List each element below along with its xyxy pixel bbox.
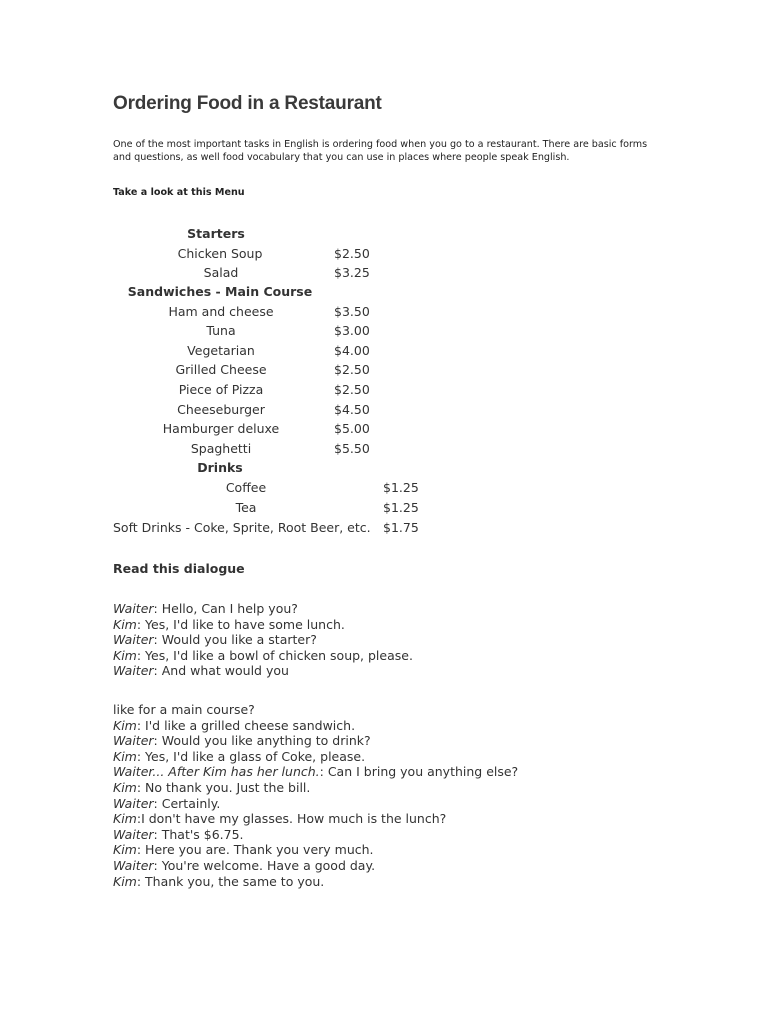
dialogue-text: : Yes, I'd like a bowl of chicken soup, please.	[136, 647, 413, 663]
menu-item-price: $5.50	[334, 441, 370, 456]
dialogue-line	[113, 858, 518, 874]
speaker-name: Kim	[113, 717, 137, 733]
dialogue-line	[113, 601, 413, 617]
dialogue-text: : That's $6.75.	[153, 826, 244, 842]
speaker-name: Waiter	[113, 632, 154, 648]
menu-item-price: $1.25	[383, 480, 419, 495]
menu-item-price: $2.50	[334, 362, 370, 377]
dialogue-text: : And what would you	[153, 663, 289, 679]
menu-item-price: $3.50	[334, 304, 370, 319]
dialogue-line	[113, 780, 518, 796]
dialogue-text: : Hello, Can I help you?	[153, 601, 298, 616]
dialogue-block	[113, 601, 413, 679]
dialogue-text: like for a main course?	[113, 702, 255, 717]
dialogue-text: :I don't have my glasses. How much is the lunch?	[136, 811, 447, 827]
dialogue-line	[113, 874, 518, 890]
speaker-name: Kim	[113, 842, 137, 858]
speaker-name: Waiter	[113, 601, 154, 616]
menu-item-price: $1.25	[383, 500, 419, 515]
intro-paragraph: One of the most important tasks in English is ordering food when you go to a restaurant. There are basic forms and questions, as well food vocabulary that you can use in places where people speak English.	[113, 139, 648, 163]
dialogue-line	[113, 718, 518, 734]
menu-item-name: Salad	[203, 265, 239, 280]
speaker-name: Kim	[113, 616, 137, 632]
menu-item-name: Hamburger deluxe	[162, 421, 280, 436]
dialogue-line	[113, 617, 413, 633]
dialogue-text: : Can I bring you anything else?	[319, 764, 519, 780]
menu-item-name: Coffee	[225, 480, 267, 495]
menu-item-name: Ham and cheese	[168, 304, 274, 319]
menu-item-name: Chicken Soup	[177, 246, 263, 261]
menu-item-name: Grilled Cheese	[175, 362, 267, 377]
menu-item-name: Spaghetti	[190, 441, 252, 456]
menu-item-price: $1.75	[383, 520, 419, 535]
menu-item-name: Vegetarian	[187, 343, 255, 358]
dialogue-block	[113, 702, 518, 889]
menu-item-price: $3.00	[334, 323, 370, 338]
speaker-name: Waiter	[113, 663, 154, 679]
menu-heading: Take a look at this Menu	[113, 187, 245, 198]
dialogue-text: : I'd like a grilled cheese sandwich.	[136, 717, 356, 733]
speaker-name: Waiter... After Kim has her lunch.	[113, 764, 320, 780]
menu-item-name: Soft Drinks - Coke, Sprite, Root Beer, etc.	[113, 520, 371, 535]
menu-item-name: Cheeseburger	[177, 402, 265, 417]
dialogue-text: : Certainly.	[153, 795, 221, 811]
menu-item-price: $5.00	[334, 421, 370, 436]
menu-item-name: Tea	[235, 500, 257, 515]
dialogue-text: : No thank you. Just the bill.	[136, 779, 311, 795]
speaker-name: Kim	[113, 873, 137, 889]
dialogue-text: : Yes, I'd like to have some lunch.	[136, 616, 345, 632]
menu-section-heading: Starters	[187, 226, 245, 241]
dialogue-heading: Read this dialogue	[113, 561, 245, 576]
dialogue-line	[113, 842, 518, 858]
dialogue-text: : Thank you, the same to you.	[136, 873, 325, 889]
page-title: Ordering Food in a Restaurant	[113, 93, 382, 114]
menu-item-price: $2.50	[334, 246, 370, 261]
speaker-name: Kim	[113, 748, 137, 764]
menu-item-price: $4.50	[334, 402, 370, 417]
dialogue-line	[113, 811, 518, 827]
dialogue-line	[113, 632, 413, 648]
dialogue-line	[113, 796, 518, 812]
dialogue-line	[113, 764, 518, 780]
dialogue-line	[113, 749, 518, 765]
speaker-name: Waiter	[113, 857, 154, 873]
menu-section-heading: Sandwiches - Main Course	[127, 284, 313, 299]
dialogue-line	[113, 827, 518, 843]
dialogue-line	[113, 733, 518, 749]
speaker-name: Waiter	[113, 795, 154, 811]
menu-item-name: Piece of Pizza	[178, 382, 264, 397]
dialogue-line	[113, 702, 518, 718]
speaker-name: Waiter	[113, 733, 154, 749]
dialogue-text: : Yes, I'd like a glass of Coke, please.	[136, 748, 366, 764]
speaker-name: Kim	[113, 811, 137, 827]
speaker-name: Kim	[113, 779, 137, 795]
dialogue-text: : Here you are. Thank you very much.	[136, 842, 374, 858]
dialogue-line	[113, 663, 413, 679]
speaker-name: Kim	[113, 647, 137, 663]
menu-section-heading: Drinks	[197, 460, 243, 475]
dialogue-text: : Would you like a starter?	[153, 632, 317, 648]
menu-item-price: $2.50	[334, 382, 370, 397]
menu-item-price: $3.25	[334, 265, 370, 280]
dialogue-text: : You're welcome. Have a good day.	[153, 857, 376, 873]
speaker-name: Waiter	[113, 826, 154, 842]
menu-item-price: $4.00	[334, 343, 370, 358]
dialogue-text: : Would you like anything to drink?	[153, 733, 371, 749]
dialogue-line	[113, 648, 413, 664]
menu-item-name: Tuna	[206, 323, 236, 338]
